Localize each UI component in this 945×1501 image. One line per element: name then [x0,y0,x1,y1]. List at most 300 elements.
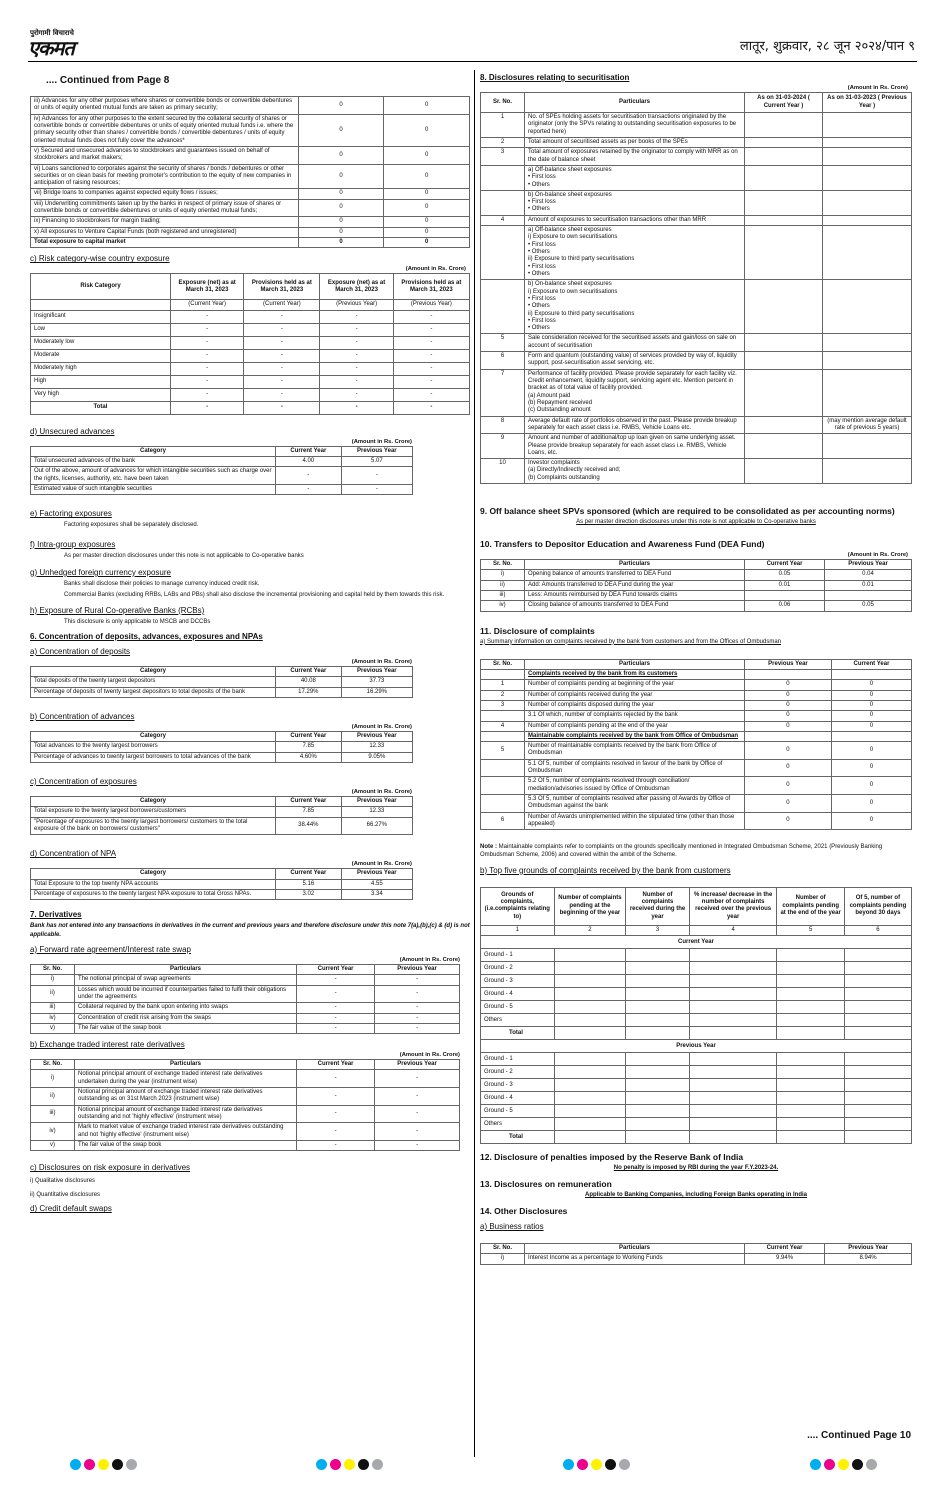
table-row [31,238,470,248]
table-cell: iii) [481,591,525,601]
advances-title: b) Concentration of advances [30,712,135,722]
table-cell [481,190,525,215]
risk-subheader: (Previous Year) [393,300,469,310]
table-row [481,148,912,166]
table-cell: 3.02 [276,889,342,899]
table-cell: 0.01 [745,580,825,590]
table-cell: - [244,401,320,414]
securitisation-title: 8. Disclosures relating to securitisation [480,73,630,82]
table-cell [481,795,525,813]
table-header: % increase/ decrease in the number of complaints received over the previous year [689,887,777,925]
unsecured-title: d) Unsecured advances [30,426,115,436]
table-row [481,165,912,190]
table-row [481,759,912,777]
table-cell: 3.1 Of which, number of complaints rejected by the bank [525,711,745,721]
table-cell: viii) Underwriting commitments taken up by the banks in respect of primary issue of shares or convertible bonds or convertible debentures or units of equity oriented mutual funds; [31,199,299,217]
table-row [481,137,912,147]
table-cell: 8.94% [825,1254,912,1264]
table-cell [626,962,690,975]
table-cell [554,988,626,1001]
deposits-amount-note: (Amount in Rs. Crore) [351,659,412,666]
table-cell [689,975,777,988]
table-row [481,226,912,280]
table-cell: 0 [831,711,911,721]
table-row [481,601,912,611]
top5-title: b) Top five grounds of complaints received by the bank from customers [480,865,731,875]
table-cell [626,988,690,1001]
table-cell [481,731,525,741]
table-cell: iii) [31,1003,75,1013]
table-row [481,1027,912,1040]
table-cell: - [320,375,393,388]
table-cell: 5.1 Of 5, number of complaints resolved in favour of the bank by Office of Ombudsman [525,759,745,777]
column-number: 1 [481,925,555,935]
table-cell: 5.2 Of 5, number of complaints resolved through conciliation/ mediation/advisories issued by Office of Ombudsman [525,777,745,795]
table-cell: 12.33 [341,807,412,817]
table-cell [689,1079,777,1092]
table-cell: 4 [481,215,525,225]
table-cell [689,1105,777,1118]
cyan-registration-dot [563,1459,574,1470]
table-cell: - [320,362,393,375]
table-cell [626,1066,690,1079]
table-cell [481,711,525,721]
table-cell: Performance of facility provided. Please provide separately for each facility viz. Credit enhancement, liquidity support, servicing agent etc. Mention percent in bracket as of total value of facility provided. (a) Amount paid (b) Repayment received (c) Outstanding amount [525,369,745,416]
table-cell: vii) Bridge loans to companies against expected equity flows / issues; [31,189,299,199]
right-column [480,70,912,1265]
black-registration-dot [605,1459,616,1470]
table-cell: - [320,401,393,414]
table-cell: iv) Advances for any other purposes to the extent secured by the collateral security of shares or convertible bonds or convertible debentures or units of equity oriented mutual funds i.e. where the primary security other than shares / convertible bonds / convertible debentures / units of equity oriented mutual funds does not fully cover the advances* [31,114,299,146]
column-number: 6 [844,925,911,935]
table-cell: Ground - 2 [481,962,555,975]
table-cell: Total exposure to the twenty largest borrowers/customers [31,807,276,817]
table-cell: Ground - 5 [481,1105,555,1118]
table-row [481,591,912,601]
table-header: Previous Year [825,1244,912,1254]
table-cell: (may mention average default rate of previous 5 years) [823,416,912,434]
table-cell: - [375,1123,460,1141]
column-number: 3 [626,925,690,935]
table-cell: Losses which would be incurred if counterparties failed to fulfil their obligations under the agreements [75,985,297,1003]
table-cell: 0.05 [825,601,912,611]
table-cell: - [320,349,393,362]
table-row [481,711,912,721]
table-cell: 2 [481,690,525,700]
table-cell: - [171,375,244,388]
table-header: Sr. No. [31,1060,75,1070]
table-header: Sr. No. [481,1244,525,1254]
table-cell: 0 [298,164,384,189]
table-cell: - [244,375,320,388]
table-cell: - [375,985,460,1003]
table-cell [844,1001,911,1014]
table-cell [481,669,525,679]
table-header: Current Year [276,732,342,742]
table-row [31,97,470,115]
table-row [31,677,413,687]
exch-title: b) Exchange traded interest rate derivatives [30,1040,185,1050]
table-cell [689,1053,777,1066]
table-cell: 4.60% [276,752,342,762]
table-row [481,369,912,416]
table-cell: ii) [31,1088,75,1106]
table-cell: 9 [481,434,525,459]
offbs-title: 9. Off balance sheet SPVs sponsored (which are required to be consolidated as per accounting norms) [480,506,895,517]
npa-title: d) Concentration of NPA [30,849,117,859]
table-row [481,190,912,215]
cyan-registration-dot [316,1459,327,1470]
table-cell: Ground - 5 [481,1001,555,1014]
table-cell: a) Off-balance sheet exposures • First loss • Others [525,165,745,190]
factoring-note: Factoring exposures shall be separately disclosed. [64,522,199,529]
table-row [31,388,470,401]
table-cell: - [297,1123,375,1141]
table-cell: Total Exposure to the top twenty NPA accounts [31,879,276,889]
table-row [31,217,470,227]
table-cell: - [393,375,469,388]
table-row [481,975,912,988]
table-cell: 7.85 [276,742,342,752]
table-cell: 12.33 [341,742,412,752]
table-cell: vi) Loans sanctioned to corporates against the security of shares / bonds / debentures or other securities or on clean basis for meeting promoter's contribution to the equity of new companies in anticipation of raising resources; [31,164,299,189]
table-row [481,680,912,690]
table-header: Particulars [525,1244,745,1254]
table-cell: Moderate [31,349,171,362]
table-cell: Amount of exposures to securitisation transactions other than MRR [525,215,745,225]
table-cell: Number of Awards unimplemented within the stipulated time (other than those appealed) [525,812,745,830]
continued-to: .... Continued Page 10 [807,1430,911,1441]
table-header: Of 5, number of complaints pending beyond 30 days [844,887,911,925]
table-row [31,349,470,362]
table-cell [745,113,823,138]
npa-amount-note: (Amount in Rs. Crore) [351,861,412,868]
table-cell: - [341,484,412,494]
table-cell [823,165,912,190]
table-cell [626,1014,690,1027]
table-row [31,227,470,237]
table-cell: Interest Income as a percentage to Working Funds [525,1254,745,1264]
table-header: Current Year [745,560,825,570]
table-cell [844,988,911,1001]
penalties-note: No penalty is imposed by RBI during the year F.Y.2023-24. [613,1165,779,1172]
table-header: Number of complaints received during the year [626,887,690,925]
table-cell: - [393,323,469,336]
table-cell: iii) Advances for any other purposes where shares or convertible bonds or convertible debentures or units of equity oriented mutual funds are taken as primary security; [31,97,299,115]
risk-subheader: (Current Year) [171,300,244,310]
risk-header: Exposure (net) as at March 31, 2023 [320,274,393,300]
table-cell: 0 [745,690,832,700]
deposits-title: a) Concentration of deposits [30,647,131,657]
offbs-note: As per master direction disclosures under this note is not applicable to Co-operative banks [576,519,816,526]
table-cell [823,113,912,138]
table-row [31,310,470,323]
business-ratios-title: a) Business ratios [480,1222,544,1232]
table-cell [777,1131,844,1144]
table-cell: 0 [298,199,384,217]
advances-table [30,731,413,763]
table-cell: "Percentage of exposures to the twenty largest borrowers/ customers to the total exposure of the bank on borrowers/ customers" [31,817,276,835]
table-cell [626,1131,690,1144]
table-row [31,401,470,414]
table-cell: - [171,310,244,323]
table-cell: - [171,323,244,336]
exch-table [30,1059,460,1151]
table-cell [777,1105,844,1118]
table-cell: Number of complaints pending at beginning of the year [525,680,745,690]
yellow-registration-dot [591,1459,602,1470]
table-cell [777,975,844,988]
table-cell: - [375,975,460,985]
table-cell: - [297,1140,375,1150]
column-number: 5 [777,925,844,935]
table-cell [745,591,825,601]
advances-amount-note: (Amount in Rs. Crore) [351,724,412,731]
table-cell: Low [31,323,171,336]
table-row [31,817,413,835]
table-cell [844,1105,911,1118]
table-cell: 0 [831,759,911,777]
table-cell: 6 [481,352,525,370]
table-cell: Total [481,1131,555,1144]
table-cell [626,1118,690,1131]
table-cell [777,1001,844,1014]
table-cell [626,1079,690,1092]
table-header: Previous Year [375,964,460,974]
table-cell [777,988,844,1001]
table-cell: - [375,1003,460,1013]
table-cell: High [31,375,171,388]
table-cell: iv) [31,1013,75,1023]
table-row [31,456,413,466]
table-cell: 0 [384,227,470,237]
risk-header: Provisions held as at March 31, 2023 [244,274,320,300]
risk-subheader: (Current Year) [244,300,320,310]
table-cell: 5 [481,742,525,760]
table-cell [777,1014,844,1027]
table-cell: 10 [481,459,525,484]
remuneration-note: Applicable to Banking Companies, including Foreign Banks operating in India [584,1192,808,1199]
table-cell: 0 [831,700,911,710]
table-cell: 0 [831,690,911,700]
table-row [481,812,912,830]
continued-from: .... Continued from Page 8 [46,75,170,86]
table-cell [745,352,823,370]
table-row [481,1014,912,1027]
table-header: Category [31,797,276,807]
table-cell: 0 [831,795,911,813]
table-header: Current Year [276,667,342,677]
table-cell: Total exposure to capital market [31,238,299,248]
table-cell: 7 [481,369,525,416]
table-cell: - [393,362,469,375]
table-cell: ii) [31,985,75,1003]
table-cell: 38.44% [276,817,342,835]
table-cell [626,1053,690,1066]
column-divider [474,70,475,1457]
table-cell: Closing balance of amounts transferred to DEA Fund [525,601,745,611]
table-cell [823,137,912,147]
table-cell: 0.06 [745,601,825,611]
table-cell [689,962,777,975]
table-header: Category [31,446,276,456]
table-cell: Concentration of credit risk arising from the swaps [75,1013,297,1023]
table-cell [626,1092,690,1105]
table-cell [844,1053,911,1066]
table-header: Previous Year [341,446,412,456]
penalties-title: 12. Disclosure of penalties imposed by the Reserve Bank of India [480,1152,744,1163]
table-cell: - [297,1003,375,1013]
table-cell: - [375,1105,460,1123]
table-cell: 5.07 [341,456,412,466]
table-row [481,669,912,679]
table-cell [745,334,823,352]
table-cell: Ground - 3 [481,975,555,988]
table-cell [554,1079,626,1092]
table-cell: Total unsecured advances of the bank [31,456,276,466]
table-cell [626,1105,690,1118]
table-cell: Notional principal amount of exchange traded interest rate derivatives outstanding and not 'highly effective' (instrument wise) [75,1105,297,1123]
table-header: Category [31,732,276,742]
table-cell: Amount and number of additional/top up loan given on same underlying asset. Please provide breakup separately for each asset class i.e. RMBS, Vehicle Loans, etc. [525,434,745,459]
table-row [481,113,912,138]
table-cell [554,962,626,975]
table-cell: Total deposits of the twenty largest depositors [31,677,276,687]
table-cell: Number of complaints received during the year [525,690,745,700]
table-row [31,889,413,899]
table-cell: - [171,401,244,414]
concentration-title: 6. Concentration of deposits, advances, exposures and NPAs [30,632,263,642]
exposures-table [30,796,413,835]
table-header: Number of complaints pending at the beginning of the year [554,887,626,925]
table-cell [745,137,823,147]
table-cell: Ground - 3 [481,1079,555,1092]
table-header: Previous Year [375,1060,460,1070]
table-cell: Total [481,1027,555,1040]
risk-amount-note: (Amount in Rs. Crore) [405,266,466,273]
table-cell [689,949,777,962]
table-cell [689,1001,777,1014]
table-header: Previous Year [825,560,912,570]
table-header: Current Year [276,446,342,456]
risk-title: c) Risk category-wise country exposure [30,254,170,264]
table-row [31,1140,460,1150]
black-registration-dot [358,1459,369,1470]
table-row [31,199,470,217]
table-header: Sr. No. [481,659,525,669]
column-number: 4 [689,925,777,935]
table-cell: - [341,467,412,485]
table-row [481,1118,912,1131]
table-cell [689,988,777,1001]
table-header: Grounds of complaints, (i.e.complaints relating to) [481,887,555,925]
top5-table [480,887,912,1144]
table-cell [481,759,525,777]
table-cell: 0 [384,164,470,189]
table-cell [626,1027,690,1040]
table-cell: 0.05 [745,570,825,580]
quantitative-label: ii) Quantitative disclosures [30,1192,101,1199]
table-cell: 3 [481,700,525,710]
table-cell: 0 [298,146,384,164]
table-cell [689,1118,777,1131]
table-cell: - [375,1023,460,1033]
magenta-registration-dot [577,1459,588,1470]
table-cell: - [320,310,393,323]
table-cell: 3.34 [341,889,412,899]
table-row [31,975,460,985]
table-cell: - [171,388,244,401]
table-cell: Collateral required by the bank upon entering into swaps [75,1003,297,1013]
table-cell: 0 [831,742,911,760]
table-row [481,1254,912,1264]
table-cell: Number of complaints pending at the end of the year [525,721,745,731]
table-cell: No. of SPEs holding assets for securitisation transactions originated by the originator (only the SPVs relating to outstanding securitisation exposures to be reported here) [525,113,745,138]
table-cell [481,226,525,280]
table-cell: 66.27% [341,817,412,835]
table-cell: 0 [831,680,911,690]
table-cell: The fair value of the swap book [75,1023,297,1033]
table-row [481,434,912,459]
registration-marks [563,1459,633,1471]
dateline: लातूर, शुक्रवार, २८ जून २०२४/पान ९ [739,39,915,54]
table-cell: 0 [384,199,470,217]
table-row [31,1123,460,1141]
table-cell: b) On-balance sheet exposures • First loss • Others [525,190,745,215]
table-cell: 0 [298,217,384,227]
rcb-title: h) Exposure of Rural Co-operative Banks (RCBs) [30,605,205,615]
table-cell: 9.05% [341,752,412,762]
table-cell: - [297,1023,375,1033]
table-cell: Number of maintainable complaints received by the bank from Office of Ombudsman [525,742,745,760]
table-row [481,949,912,962]
remuneration-title: 13. Disclosures on remuneration [480,1179,612,1190]
table-cell [823,148,912,166]
table-cell [745,369,823,416]
table-row [481,459,912,484]
table-cell: 0 [298,189,384,199]
table-row [31,1023,460,1033]
table-cell [745,731,832,741]
table-cell: 3 [481,148,525,166]
table-cell: Notional principal amount of exchange traded interest rate derivatives undertaken during the year (instrument wise) [75,1070,297,1088]
table-header: As on 31-03-2023 ( Previous Year ) [823,93,912,113]
yellow-registration-dot [344,1459,355,1470]
table-cell: 0.01 [825,580,912,590]
table-cell: 37.73 [341,677,412,687]
table-cell: iv) [481,601,525,611]
table-header: Previous Year [341,667,412,677]
table-cell [777,962,844,975]
table-cell [745,416,823,434]
table-cell [777,1092,844,1105]
table-header: Current Year [831,659,911,669]
unhedged-note-2: Commercial Banks (excluding RRBs, LABs and PBs) shall also disclose the incremental provisioning and capital held by them towards this risk. [64,592,445,599]
table-cell [626,975,690,988]
business-ratios-table [480,1243,912,1265]
table-header: Particulars [525,560,745,570]
table-row [481,570,912,580]
table-cell: - [320,388,393,401]
table-cell: 0 [831,812,911,830]
table-cell: iii) [31,1105,75,1123]
header-rule [28,61,917,62]
table-row [31,1013,460,1023]
table-header: As on 31-03-2024 ( Current Year ) [745,93,823,113]
table-cell: 16.29% [341,687,412,697]
table-cell: 0 [384,114,470,146]
table-cell: Percentage of exposures to the twenty largest NPA exposure to total Gross NPAs. [31,889,276,899]
